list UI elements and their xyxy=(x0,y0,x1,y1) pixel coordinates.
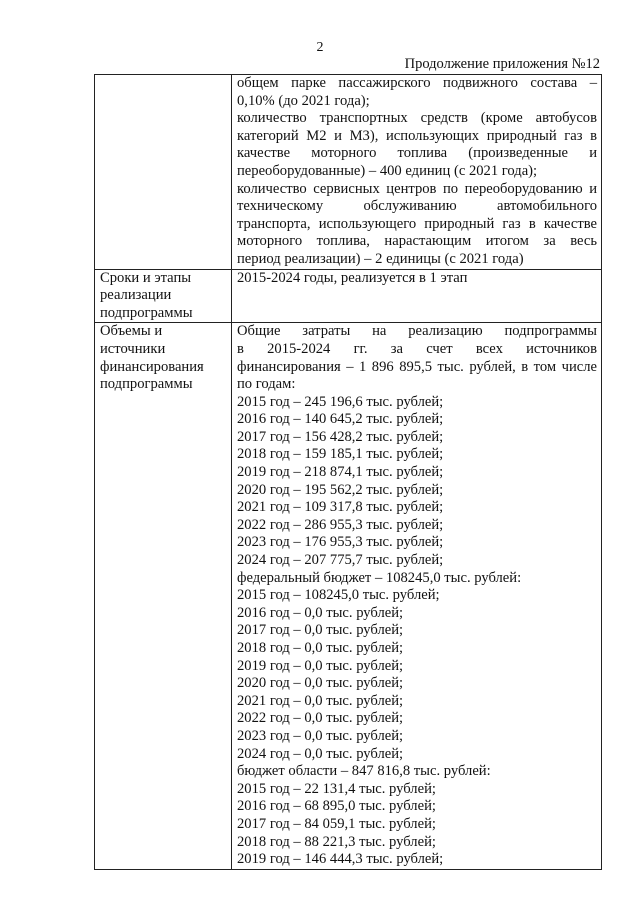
text-line: 2022 год – 0,0 тыс. рублей; xyxy=(237,710,404,727)
text-line: 2021 год – 109 317,8 тыс. рублей; xyxy=(237,499,444,516)
text-line: финансирования – 1 896 895,5 тыс. рублей, в том числе xyxy=(237,358,597,375)
text-line: федеральный бюджет – 108245,0 тыс. рублей: xyxy=(237,569,522,586)
text-line: транспорта, использующего природный газ в качестве xyxy=(237,215,597,232)
text-line: моторного топлива, нарастающим итогом за весь xyxy=(237,233,597,250)
text-line: 2019 год – 0,0 тыс. рублей; xyxy=(237,657,404,674)
text-line: период реализации) – 2 единицы (с 2021 года) xyxy=(237,250,524,267)
text-line: 0,10% (до 2021 года); xyxy=(237,92,370,109)
text-line: в 2015-2024 гг. за счет всех источников xyxy=(237,340,597,357)
text-line: 2024 год – 207 775,7 тыс. рублей; xyxy=(237,552,444,569)
text-line: переоборудованные) – 400 единиц (с 2021 года); xyxy=(237,162,538,179)
text-line: 2016 год – 68 895,0 тыс. рублей; xyxy=(237,798,436,815)
row-label: Объемы и источники финансирования подпрограммы xyxy=(95,323,232,869)
row-value xyxy=(232,323,602,869)
text-line: 2018 год – 88 221,3 тыс. рублей; xyxy=(237,833,436,850)
text-line: 2019 год – 218 874,1 тыс. рублей; xyxy=(237,464,444,481)
row-label xyxy=(95,75,232,270)
text-line: 2016 год – 0,0 тыс. рублей; xyxy=(237,604,404,621)
row-value xyxy=(232,75,602,270)
text-line: 2021 год – 0,0 тыс. рублей; xyxy=(237,692,404,709)
table-row xyxy=(95,269,602,323)
text-line: количество транспортных средств (кроме автобусов xyxy=(237,110,597,127)
text-line: 2018 год – 159 185,1 тыс. рублей; xyxy=(237,446,444,463)
text-line: техническому обслуживанию автомобильного xyxy=(237,198,597,215)
text-line: 2018 год – 0,0 тыс. рублей; xyxy=(237,640,404,656)
text-line: 2020 год – 0,0 тыс. рублей; xyxy=(237,675,404,692)
text-line: 2016 год – 140 645,2 тыс. рублей; xyxy=(237,411,444,428)
text-line: 2023 год – 176 955,3 тыс. рублей; xyxy=(237,534,444,551)
text-line: 2024 год – 0,0 тыс. рублей; xyxy=(237,745,404,762)
continuation-header: Продолжение приложения №12 xyxy=(404,56,600,72)
text-line: 2015-2024 годы, реализуется в 1 этап xyxy=(237,269,468,286)
text-line: Общие затраты на реализацию подпрограммы xyxy=(237,323,597,340)
text-line: 2017 год – 84 059,1 тыс. рублей; xyxy=(237,815,436,832)
row-value xyxy=(232,269,602,323)
text-line: 2017 год – 0,0 тыс. рублей; xyxy=(237,622,404,639)
text-line: 2022 год – 286 955,3 тыс. рублей; xyxy=(237,516,444,533)
text-line: 2015 год – 245 196,6 тыс. рублей; xyxy=(237,393,444,410)
text-line: качестве моторного топлива (произведенные и xyxy=(237,145,597,162)
text-line: бюджет области – 847 816,8 тыс. рублей: xyxy=(237,763,491,780)
text-line: 2023 год – 0,0 тыс. рублей; xyxy=(237,727,404,744)
passport-table xyxy=(94,74,602,870)
text-line: количество сервисных центров по переоборудованию и xyxy=(237,180,597,197)
table-row xyxy=(95,75,602,270)
text-line: 2015 год – 108245,0 тыс. рублей; xyxy=(237,587,440,604)
text-line: 2020 год – 195 562,2 тыс. рублей; xyxy=(237,481,444,498)
row-label: Сроки и этапы реализации подпрограммы xyxy=(95,269,232,323)
text-line: 2015 год – 22 131,4 тыс. рублей; xyxy=(237,780,436,797)
page-number: 2 xyxy=(316,40,324,55)
text-line: по годам: xyxy=(237,376,296,393)
table-row xyxy=(95,323,602,869)
text-line: категорий М2 и М3), использующих природный газ в xyxy=(237,127,597,144)
text-line: 2019 год – 146 444,3 тыс. рублей; xyxy=(237,851,444,868)
text-line: 2017 год – 156 428,2 тыс. рублей; xyxy=(237,428,444,445)
text-line: общем парке пассажирского подвижного состава – xyxy=(237,75,597,91)
